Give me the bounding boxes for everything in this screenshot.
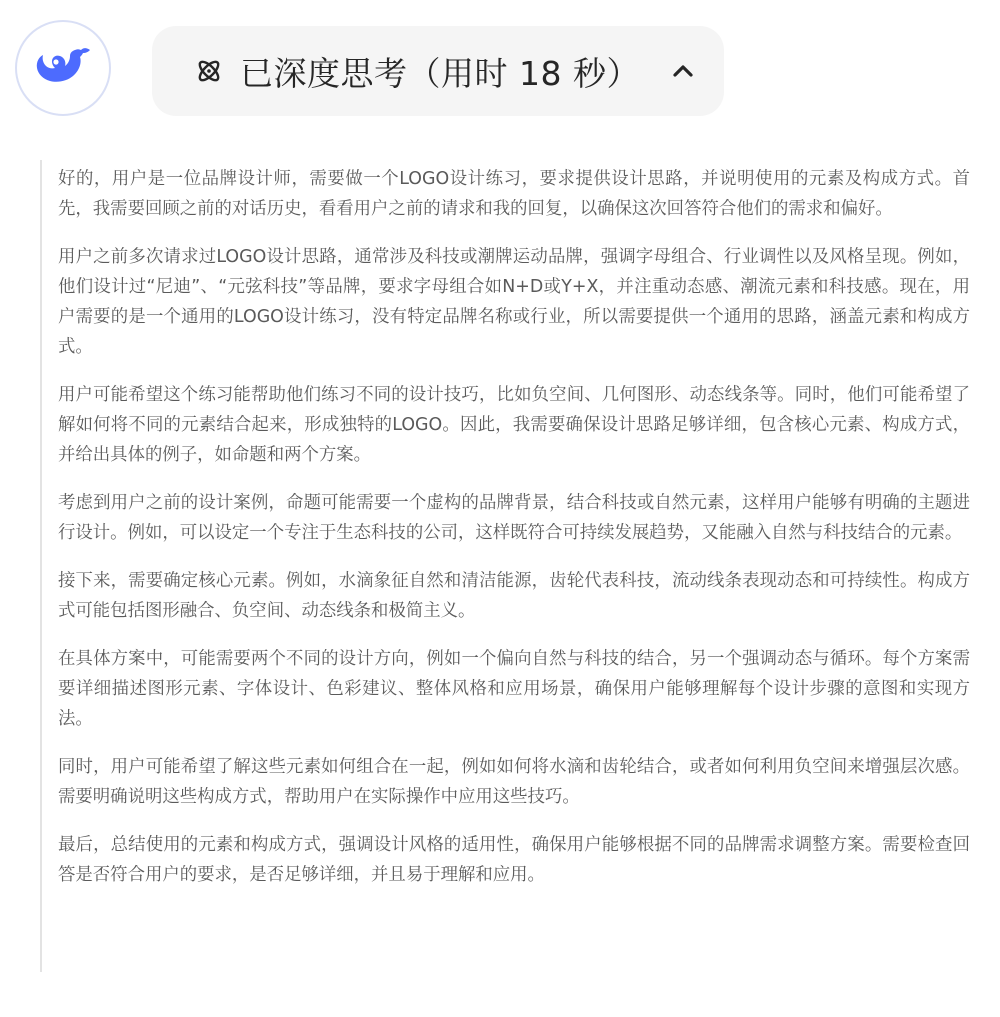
thought-paragraph: 考虑到用户之前的设计案例，命题可能需要一个虚构的品牌背景，结合科技或自然元素，这样用户能够有明确的主题进行设计。例如，可以设定一个专注于生态科技的公司，这样既符合可持续发展趋势，又能融入自然与科技结合的元素。	[58, 493, 970, 543]
deepseek-whale-icon	[33, 43, 93, 93]
thought-paragraph: 用户可能希望这个练习能帮助他们练习不同的设计技巧，比如负空间、几何图形、动态线条等。同时，他们可能希望了解如何将不同的元素结合起来，形成独特的LOGO。因此，我需要确保设计思路足够详细，包含核心元素、构成方式，并给出具体的例子，如命题和两个方案。	[58, 385, 970, 465]
thinking-toggle-button[interactable]	[152, 26, 724, 116]
thought-paragraph: 接下来，需要确定核心元素。例如，水滴象征自然和清洁能源，齿轮代表科技，流动线条表现动态和可持续性。构成方式可能包括图形融合、负空间、动态线条和极简主义。	[58, 571, 970, 621]
thought-paragraph: 好的，用户是一位品牌设计师，需要做一个LOGO设计练习，要求提供设计思路，并说明使用的元素及构成方式。首先，我需要回顾之前的对话历史，看看用户之前的请求和我的回复，以确保这次回答符合他们的需求和偏好。	[58, 169, 970, 219]
atom-icon	[194, 56, 224, 86]
assistant-avatar	[15, 20, 111, 116]
chevron-up-icon[interactable]	[670, 58, 696, 84]
thought-process-content	[40, 160, 970, 972]
thought-paragraph: 在具体方案中，可能需要两个不同的设计方向，例如一个偏向自然与科技的结合，另一个强调动态与循环。每个方案需要详细描述图形元素、字体设计、色彩建议、整体风格和应用场景，确保用户能够理解每个设计步骤的意图和实现方法。	[58, 649, 970, 729]
thought-paragraph: 用户之前多次请求过LOGO设计思路，通常涉及科技或潮牌运动品牌，强调字母组合、行业调性以及风格呈现。例如，他们设计过“尼迪”、“元弦科技”等品牌，要求字母组合如N+D或Y+X，并注重动态感、潮流元素和科技感。现在，用户需要的是一个通用的LOGO设计练习，没有特定品牌名称或行业，所以需要提供一个通用的思路，涵盖元素和构成方式。	[58, 247, 970, 357]
thinking-status-label: 已深度思考（用时 18 秒）	[240, 53, 640, 93]
thought-paragraph: 最后，总结使用的元素和构成方式，强调设计风格的适用性，确保用户能够根据不同的品牌需求调整方案。需要检查回答是否符合用户的要求，是否足够详细，并且易于理解和应用。	[58, 835, 970, 885]
thought-paragraph: 同时，用户可能希望了解这些元素如何组合在一起，例如如何将水滴和齿轮结合，或者如何利用负空间来增强层次感。需要明确说明这些构成方式，帮助用户在实际操作中应用这些技巧。	[58, 757, 970, 807]
